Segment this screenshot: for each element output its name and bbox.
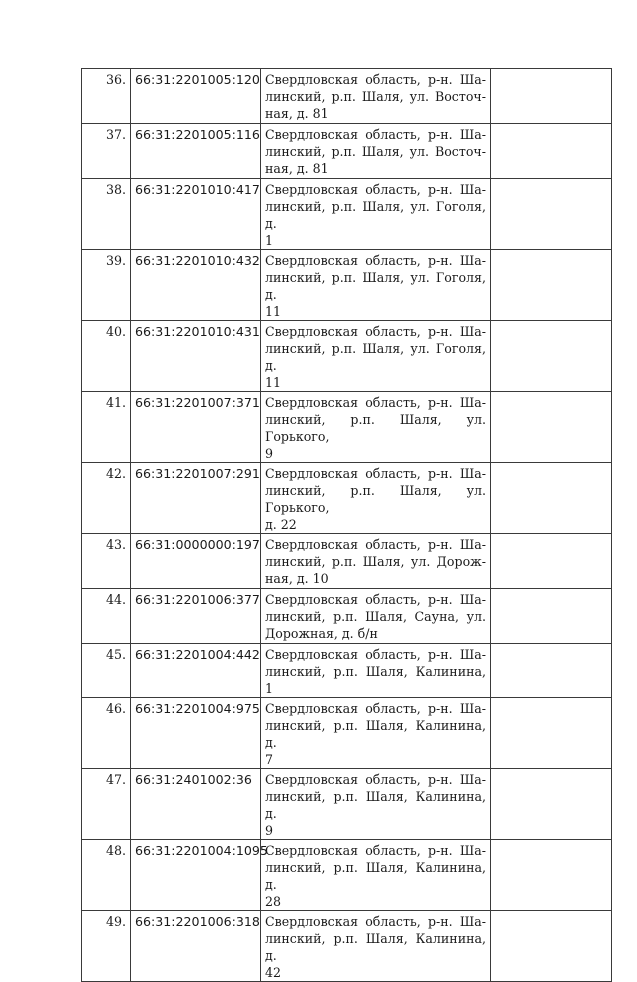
address-line: 9: [265, 446, 274, 461]
empty-cell: [491, 179, 612, 250]
address-line: Свердловская область, р-н. Ша-: [265, 127, 486, 142]
empty-cell: [491, 392, 612, 463]
table-row: [82, 124, 612, 179]
address-line: линский, р.п. Шаля, ул. Гоголя, д.: [265, 199, 486, 231]
address-cell: [261, 392, 491, 463]
cadastral-number: 66:31:2201006:377: [131, 589, 261, 644]
table-row: [82, 589, 612, 644]
address-line: Свердловская область, р-н. Ша-: [265, 914, 486, 929]
row-number: 39.: [82, 250, 131, 321]
cadastral-number: 66:31:2201005:116: [131, 124, 261, 179]
address-line: Свердловская область, р-н. Ша-: [265, 843, 486, 858]
address-cell: [261, 644, 491, 698]
address-cell: [261, 321, 491, 392]
cadastral-number: 66:31:2201010:431: [131, 321, 261, 392]
row-number: 48.: [82, 840, 131, 911]
row-number: 45.: [82, 644, 131, 698]
address-line: линский, р.п. Шаля, ул. Горького,: [265, 483, 486, 515]
address-cell: [261, 589, 491, 644]
empty-cell: [491, 534, 612, 589]
address-cell: [261, 769, 491, 840]
address-line: Свердловская область, р-н. Ша-: [265, 466, 486, 481]
table-row: [82, 250, 612, 321]
address-line: линский, р.п. Шаля, ул. Восточ-: [265, 89, 486, 104]
table-row: [82, 911, 612, 982]
address-line: линский, р.п. Шаля, Калинина, д.: [265, 860, 486, 892]
row-number: 46.: [82, 698, 131, 769]
address-line: Свердловская область, р-н. Ша-: [265, 647, 486, 662]
row-number: 37.: [82, 124, 131, 179]
cadastral-number: 66:31:2201007:371: [131, 392, 261, 463]
address-line: 9: [265, 823, 274, 838]
cadastral-number: 66:31:2201004:442: [131, 644, 261, 698]
address-line: Свердловская область, р-н. Ша-: [265, 537, 486, 552]
empty-cell: [491, 840, 612, 911]
empty-cell: [491, 250, 612, 321]
table-row: [82, 644, 612, 698]
row-number: 38.: [82, 179, 131, 250]
address-line: линский, р.п. Шаля, ул. Горького,: [265, 412, 486, 444]
address-line: линский, р.п. Шаля, ул. Дорож-: [265, 554, 486, 569]
cadastral-number: 66:31:2201005:120: [131, 69, 261, 124]
address-line: линский, р.п. Шаля, ул. Гоголя, д.: [265, 341, 486, 373]
empty-cell: [491, 463, 612, 534]
address-line: Свердловская область, р-н. Ша-: [265, 253, 486, 268]
address-line: Свердловская область, р-н. Ша-: [265, 772, 486, 787]
address-cell: [261, 250, 491, 321]
address-line: линский, р.п. Шаля, Калинина, д.: [265, 789, 486, 821]
address-line: ная, д. 81: [265, 106, 329, 121]
empty-cell: [491, 321, 612, 392]
cadastral-number: 66:31:2401002:36: [131, 769, 261, 840]
address-line: Свердловская область, р-н. Ша-: [265, 592, 486, 607]
row-number: 41.: [82, 392, 131, 463]
empty-cell: [491, 769, 612, 840]
table-row: [82, 463, 612, 534]
address-line: 7: [265, 752, 274, 767]
address-line: 1: [265, 233, 274, 248]
property-table-body: [82, 69, 612, 982]
address-line: ная, д. 10: [265, 571, 329, 586]
address-cell: [261, 534, 491, 589]
address-cell: [261, 840, 491, 911]
cadastral-number: 66:31:2201010:432: [131, 250, 261, 321]
address-line: д. 22: [265, 517, 297, 532]
empty-cell: [491, 698, 612, 769]
row-number: 44.: [82, 589, 131, 644]
cadastral-number: 66:31:2201010:417: [131, 179, 261, 250]
row-number: 49.: [82, 911, 131, 982]
address-line: Свердловская область, р-н. Ша-: [265, 701, 486, 716]
address-line: 28: [265, 894, 282, 909]
address-line: линский, р.п. Шаля, Сауна, ул.: [265, 609, 486, 624]
empty-cell: [491, 124, 612, 179]
property-table: [81, 68, 612, 982]
empty-cell: [491, 644, 612, 698]
address-line: Свердловская область, р-н. Ша-: [265, 395, 486, 410]
table-row: [82, 69, 612, 124]
table-row: [82, 769, 612, 840]
address-line: линский, р.п. Шаля, ул. Восточ-: [265, 144, 486, 159]
cadastral-number: 66:31:0000000:197: [131, 534, 261, 589]
address-cell: [261, 124, 491, 179]
address-cell: [261, 698, 491, 769]
address-line: линский, р.п. Шаля, Калинина, д.: [265, 718, 486, 750]
table-row: [82, 698, 612, 769]
cadastral-number: 66:31:2201007:291: [131, 463, 261, 534]
empty-cell: [491, 69, 612, 124]
address-line: ная, д. 81: [265, 161, 329, 176]
address-line: линский, р.п. Шаля, Калинина, д.: [265, 931, 486, 963]
address-cell: [261, 69, 491, 124]
cadastral-number: 66:31:2201004:1095: [131, 840, 261, 911]
table-row: [82, 179, 612, 250]
empty-cell: [491, 911, 612, 982]
address-line: линский, р.п. Шаля, ул. Гоголя, д.: [265, 270, 486, 302]
table-row: [82, 534, 612, 589]
row-number: 47.: [82, 769, 131, 840]
row-number: 43.: [82, 534, 131, 589]
row-number: 36.: [82, 69, 131, 124]
address-line: Свердловская область, р-н. Ша-: [265, 72, 486, 87]
cadastral-number: 66:31:2201006:318: [131, 911, 261, 982]
row-number: 42.: [82, 463, 131, 534]
address-cell: [261, 179, 491, 250]
address-line: 11: [265, 375, 282, 390]
address-cell: [261, 911, 491, 982]
address-line: Свердловская область, р-н. Ша-: [265, 182, 486, 197]
table-row: [82, 840, 612, 911]
address-line: Дорожная, д. б/н: [265, 626, 378, 641]
table-row: [82, 392, 612, 463]
cadastral-number: 66:31:2201004:975: [131, 698, 261, 769]
address-cell: [261, 463, 491, 534]
address-line: Свердловская область, р-н. Ша-: [265, 324, 486, 339]
address-line: 42: [265, 965, 282, 980]
row-number: 40.: [82, 321, 131, 392]
table-row: [82, 321, 612, 392]
address-line: 11: [265, 304, 282, 319]
empty-cell: [491, 589, 612, 644]
address-line: линский, р.п. Шаля, Калинина, 1: [265, 664, 486, 696]
